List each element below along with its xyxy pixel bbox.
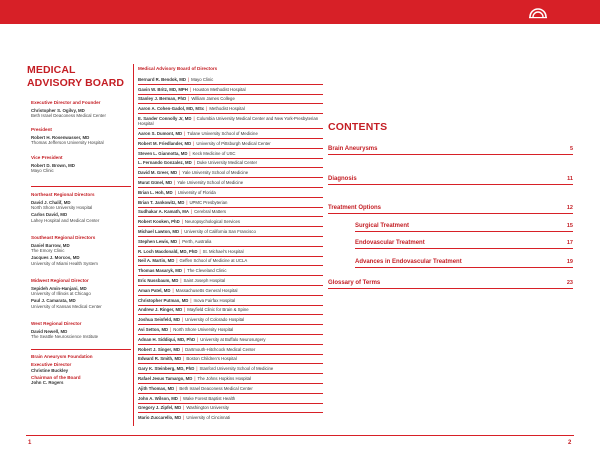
separator-bar: | [182,346,184,352]
person-name: David Newell, MD [31,329,68,334]
director-name: R. Loch Macdonald, MD, PhD [138,248,198,254]
sunrise-logo-icon [528,7,548,19]
director-affiliation: Dartmouth-Hitchcock Medical Center [185,346,256,352]
director-name: Robert M. Friedlander, MD [138,140,192,146]
toc-page-number: 19 [566,259,573,265]
director-item [138,129,323,139]
person-name: Robert H. Rosenwasser, MD [31,135,90,140]
toc-label: Brain Aneurysms [328,146,378,152]
role-holder: Christine Buckley [31,367,69,373]
director-name: Adnan H. Siddiqui, MD, PhD [138,336,196,342]
director-item [138,306,323,316]
toc-page-number: 12 [566,205,573,211]
director-affiliation: St. Michael’s Hospital [202,248,244,254]
column-divider [133,64,134,426]
person-affiliation: The Seattle Neuroscience Institute [31,334,99,340]
separator-bar: | [196,366,198,372]
director-affiliation: Perth, Australia [182,238,212,244]
top-banner [0,0,600,24]
director-item [138,114,323,129]
director-item [138,364,323,374]
separator-bar: | [179,238,181,244]
contents-title: CONTENTS [328,121,388,133]
director-affiliation: Saint Joseph Hospital [183,277,226,283]
board-title: MEDICAL ADVISORY BOARD [27,64,125,89]
director-name: Robert Kooken, PhD [138,219,180,225]
page-number-left: 1 [28,440,32,446]
director-name: David M. Greer, MD [138,170,178,176]
section-heading: Southeast Regional Directors [31,235,96,240]
director-item [138,159,323,169]
director-name: Gary K. Steinberg, MD, PhD [138,366,195,372]
section-heading: Midwest Regional Director [31,278,89,283]
separator-bar: | [179,395,182,401]
director-name: Robert J. Singer, MD [138,346,181,352]
director-item [138,286,323,296]
separator-bar: | [183,415,185,421]
separator-bar: | [179,170,181,176]
director-name: Avi Setton, MD [138,326,169,332]
section-divider [31,349,131,350]
director-affiliation: University of California San Francisco [184,228,256,234]
director-name: Bernard R. Bendok, MD [138,76,186,82]
director-name: Gregory J. Zipfel, MD [138,405,182,411]
director-name: Edward R. Smith, MD [138,356,182,362]
director-item [138,296,323,306]
director-item [138,95,323,105]
director-affiliation: Yale University School of Medicine [182,170,249,176]
separator-bar: | [176,258,178,264]
director-name: Andrew J. Ringer, MD [138,307,183,313]
director-affiliation: Houston Methodist Hospital [193,86,246,92]
director-affiliation: Mayfield Clinic for Brain & Spine [187,307,249,313]
director-item [138,227,323,237]
director-name: Gavin W. Britz, MD, MPH [138,86,188,92]
person-affiliation: Mayo Clinic [31,168,54,174]
director-name: Brian T. Jankowitz, MD [138,199,185,205]
person-affiliation: University of Illinois at Chicago [31,291,91,297]
regional-section [31,321,141,341]
director-item [138,413,323,422]
director-affiliation: Massachusetts General Hospital [175,287,238,293]
director-name: Steven L. Giannotta, MD [138,150,188,156]
person-affiliation: The Emory Clinic [31,248,65,254]
toc-label: Glossary of Terms [328,280,381,286]
separator-bar: | [189,150,191,156]
toc-entry-endovascular-treatment[interactable] [355,236,573,249]
director-name: Brian L. Hoh, MD [138,189,173,195]
separator-bar: | [182,317,184,323]
separator-bar: | [194,375,196,381]
director-affiliation: The Cleveland Clinic [187,268,227,274]
foundation-heading: Brain Aneurysm Foundation [31,354,93,359]
director-name: Eric Nussbaum, MD [138,277,179,283]
role-title: Executive Director [31,362,72,367]
director-item [138,394,323,404]
separator-bar: | [183,405,185,411]
director-name: Mario Zuccarello, MD [138,415,182,421]
director-name: John A. Wilson, MD [138,395,178,401]
person-name: Daniel Barrow, MD [31,243,70,248]
person-name: Carlos David, MD [31,212,68,218]
director-affiliation: Boston Children’s Hospital [186,356,237,362]
separator-bar: | [174,179,176,185]
director-item [138,168,323,178]
section-heading: West Regional Director [31,321,82,326]
toc-entry-treatment-options[interactable] [328,201,573,214]
director-item [138,75,323,85]
separator-bar: | [193,140,195,146]
regional-section [31,192,141,225]
director-item [138,404,323,414]
toc-page-number: 11 [567,176,573,182]
separator-bar: | [172,287,174,293]
director-item [138,139,323,149]
role-title: Chairman of the Board [31,374,81,380]
toc-page-number: 5 [569,146,573,152]
director-item [138,345,323,355]
separator-bar: | [206,106,208,112]
separator-bar: | [183,268,186,274]
director-affiliation: UPMC Presbyterian [189,199,228,205]
person-affiliation: University of Miami Health System [31,260,98,266]
director-name: Sudhakar A. Kamath, MA [138,209,189,215]
toc-label: Surgical Treatment [355,223,410,229]
regional-section [31,278,141,311]
director-name: Aaron S. Dumont, MD [138,130,183,136]
director-item [138,355,323,365]
director-item [138,237,323,247]
leadership-section [31,155,141,175]
director-item [138,257,323,267]
director-item [138,188,323,198]
director-name: L. Fernando Gonzalez, MD [138,160,192,166]
person-name: Paul J. Camarata, MD [31,298,76,304]
section-heading: Northeast Regional Directors [31,192,95,197]
director-affiliation: Tulane University School of Medicine [187,130,258,136]
section-heading: Vice President [31,155,63,160]
director-item [138,149,323,159]
director-affiliation: Stanford University School of Medicine [199,366,274,372]
director-name: Stanley J. Berman, PhD [138,96,187,102]
separator-bar: | [190,209,193,215]
person-name: Jacques J. Morcos, MD [31,255,80,261]
director-affiliation: Cerebral Matters [194,209,227,215]
director-name: Christopher Putman, MD [138,297,189,303]
toc-label: Diagnosis [328,176,357,182]
person-name: Christopher S. Ogilvy, MD [31,108,85,113]
director-item [138,217,323,227]
director-item [138,325,323,335]
director-affiliation: Neuropsychological Services [184,219,241,225]
separator-bar: | [176,385,178,391]
director-name: Murat Günel, MD [138,179,173,185]
directors-title: Medical Advisory Board of Directors [138,66,218,71]
director-affiliation: University at Buffalo Neurosurgery [200,336,266,342]
director-item [138,198,323,208]
toc-entry-surgical-treatment[interactable] [355,219,573,232]
director-affiliation: University of Colorado Hospital [185,317,245,323]
director-name: Aman Patel, MD [138,287,171,293]
separator-bar: | [199,248,201,254]
director-name: Aaron A. Cohen-Gadol, MD, MSc [138,106,205,112]
director-name: Stephen Lewis, MD [138,238,178,244]
role-holder: John C. Rogers [31,380,64,386]
director-affiliation: University of Florida [177,189,216,195]
director-affiliation: Beth Israel Deaconess Medical Center [179,385,253,391]
director-item [138,276,323,286]
separator-bar: | [188,76,190,82]
person-affiliation: Beth Israel Deaconess Medical Center [31,113,106,119]
director-affiliation: Inova Fairfax Hospital [193,297,236,303]
separator-bar: | [197,336,199,342]
person-affiliation: North Shore University Hospital [31,205,93,211]
page-number-right: 2 [568,440,572,446]
person-affiliation: Thomas Jefferson University Hospital [31,140,104,146]
regional-section [31,235,141,268]
leadership-section [31,127,141,147]
separator-bar: | [183,356,185,362]
toc-page-number: 17 [566,240,573,246]
director-name: Ajith Thomas, MD [138,385,175,391]
toc-entry-advances-endovascular[interactable] [355,255,573,268]
separator-bar: | [189,86,192,92]
director-name: Rafael Jesus Tamargo, MD [138,375,193,381]
director-affiliation: Geffen School of Medicine at UCLA [179,258,248,264]
separator-bar: | [181,219,183,225]
director-affiliation: University of Pittsburgh Medical Center [196,140,271,146]
director-affiliation: Columbia University Medical Center and New York-Presbyterian Hospital [138,115,319,127]
director-item [138,384,323,394]
separator-bar: | [180,277,182,283]
director-name: Michael Lawton, MD [138,228,180,234]
separator-bar: | [186,199,188,205]
section-heading: Executive Director and Founder [31,100,101,105]
director-item [138,247,323,257]
separator-bar: | [184,307,186,313]
footer-rule [26,435,574,436]
director-affiliation: North Shore University Hospital [173,326,234,332]
director-affiliation: The Johns Hopkins Hospital [197,375,251,381]
foundation-section [31,354,141,387]
director-item [138,208,323,218]
toc-page-number: 15 [566,223,573,229]
separator-bar: | [193,160,195,166]
toc-entry-glossary[interactable] [328,276,573,289]
section-heading: President [31,127,52,132]
director-affiliation: William James College [191,96,235,102]
director-name: Thomas Masaryk, MD [138,268,182,274]
director-item [138,374,323,384]
director-affiliation: Duke University Medical Center [196,160,258,166]
person-affiliation: University of Kansas Medical Center [31,303,102,309]
director-item [138,315,323,325]
director-name: Neil A. Martin, MD [138,258,175,264]
toc-label: Advances in Endovascular Treatment [355,259,462,265]
separator-bar: | [170,326,172,332]
director-affiliation: Mayo Clinic [191,76,214,82]
leadership-section [31,100,141,120]
director-item [138,266,323,276]
person-name: Robert D. Brown, MD [31,163,75,168]
person-affiliation: Lahey Hospital and Medical Center [31,217,100,223]
director-affiliation: Wake Forest Baptist Health [183,395,236,401]
separator-bar: | [174,189,176,195]
director-affiliation: Methodist Hospital [209,106,245,112]
toc-entry-brain-aneurysms[interactable] [328,142,573,155]
director-affiliation: University of Cincinnati [186,415,231,421]
person-name: David J. Chalif, MD [31,200,71,205]
section-divider [31,186,131,187]
separator-bar: | [181,228,183,234]
director-affiliation: Washington University [186,405,229,411]
director-item [138,178,323,188]
toc-entry-diagnosis[interactable] [328,172,573,185]
separator-bar: | [188,96,190,102]
director-name: E. Sander Connolly Jr, MD [138,115,192,121]
toc-label: Treatment Options [328,205,382,211]
toc-label: Endovascular Treatment [355,240,425,246]
person-name: Sepideh Amin-Hanjani, MD [31,286,87,291]
director-item [138,335,323,345]
director-name: Joshua Seinfeld, MD [138,317,181,323]
director-item [138,85,323,95]
director-item [138,104,323,114]
directors-list [138,75,323,422]
director-affiliation: Yale University School of Medicine [177,179,244,185]
separator-bar: | [184,130,186,136]
separator-bar: | [190,297,192,303]
director-affiliation: Keck Medicine of USC [192,150,236,156]
toc-page-number: 23 [566,280,573,286]
separator-bar: | [193,115,195,121]
